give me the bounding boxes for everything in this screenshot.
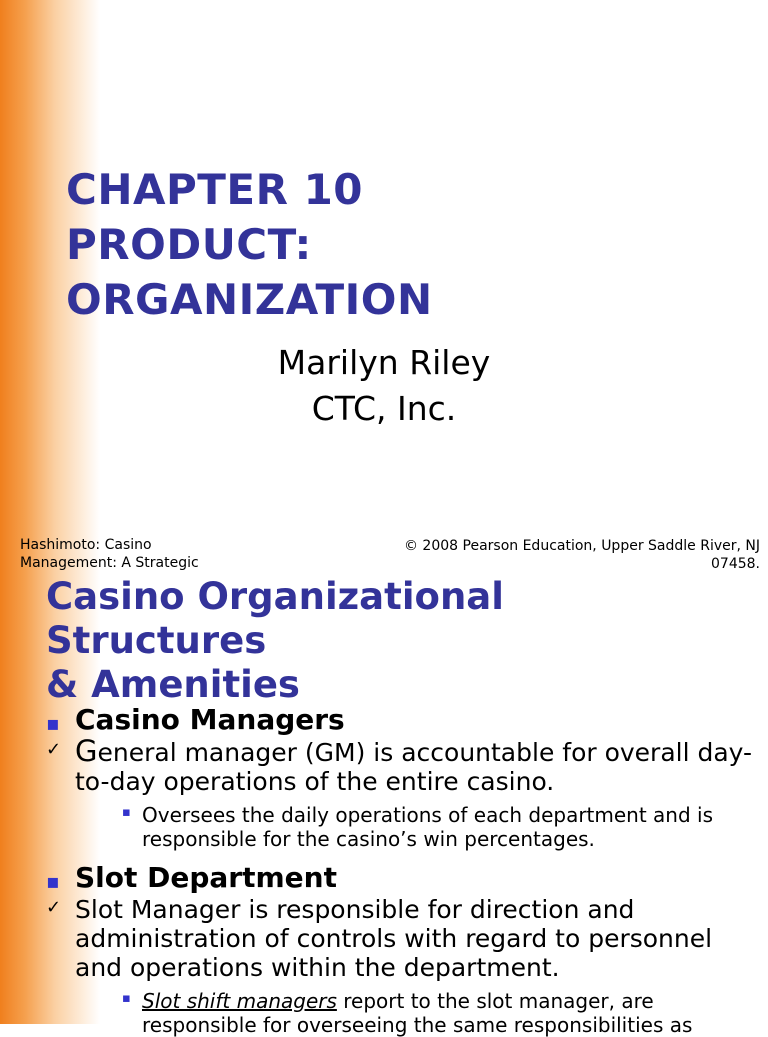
title-line: Structures [46, 619, 267, 662]
sub-list-item [46, 803, 761, 851]
point-text: Slot Manager is responsible for direction and administration of controls with regard to personnel and operations within the department. [75, 895, 713, 982]
title-line: ORGANIZATION [66, 275, 433, 324]
square-bullet-icon: ▪ [46, 711, 60, 735]
footer-citation: Hashimoto: Casino Management: A Strategic [20, 537, 199, 571]
slide1-subtitle [0, 340, 768, 432]
square-bullet-icon: ▪ [46, 869, 60, 893]
first-letter: G [75, 734, 98, 768]
square-bullet-icon: ▪ [122, 805, 131, 820]
heading-text: Casino Managers [75, 703, 345, 736]
section-heading [46, 703, 761, 737]
square-bullet-icon: ▪ [122, 991, 131, 1006]
emphasized-term: Slot shift managers [142, 989, 337, 1013]
title-line: & Amenities [46, 663, 300, 706]
sub-text: Oversees the daily operations of each department and is responsible for the casino’s win percentages. [142, 803, 714, 851]
bullet-list [46, 703, 761, 1037]
slide1-title [66, 162, 433, 327]
author-name: Marilyn Riley [277, 343, 491, 382]
point-text: eneral manager (GM) is accountable for overall day-to-day operations of the entire casino. [75, 738, 753, 796]
list-item [46, 895, 761, 982]
heading-text: Slot Department [75, 861, 337, 894]
list-item [46, 734, 761, 796]
section-heading [46, 861, 761, 895]
company-name: CTC, Inc. [311, 389, 457, 428]
title-line: Casino Organizational [46, 575, 504, 618]
checkmark-icon: ✓ [46, 897, 62, 918]
title-line: CHAPTER 10 [66, 165, 364, 214]
checkmark-icon: ✓ [46, 739, 62, 760]
sub-list-item [46, 989, 761, 1037]
sub-text: report to the slot manager, are responsible for overseeing the same responsibilities as [142, 989, 693, 1037]
title-line: PRODUCT: [66, 220, 312, 269]
footer-copyright: © 2008 Pearson Education, Upper Saddle River, NJ 07458. [403, 538, 760, 572]
slide2-title [46, 575, 504, 707]
